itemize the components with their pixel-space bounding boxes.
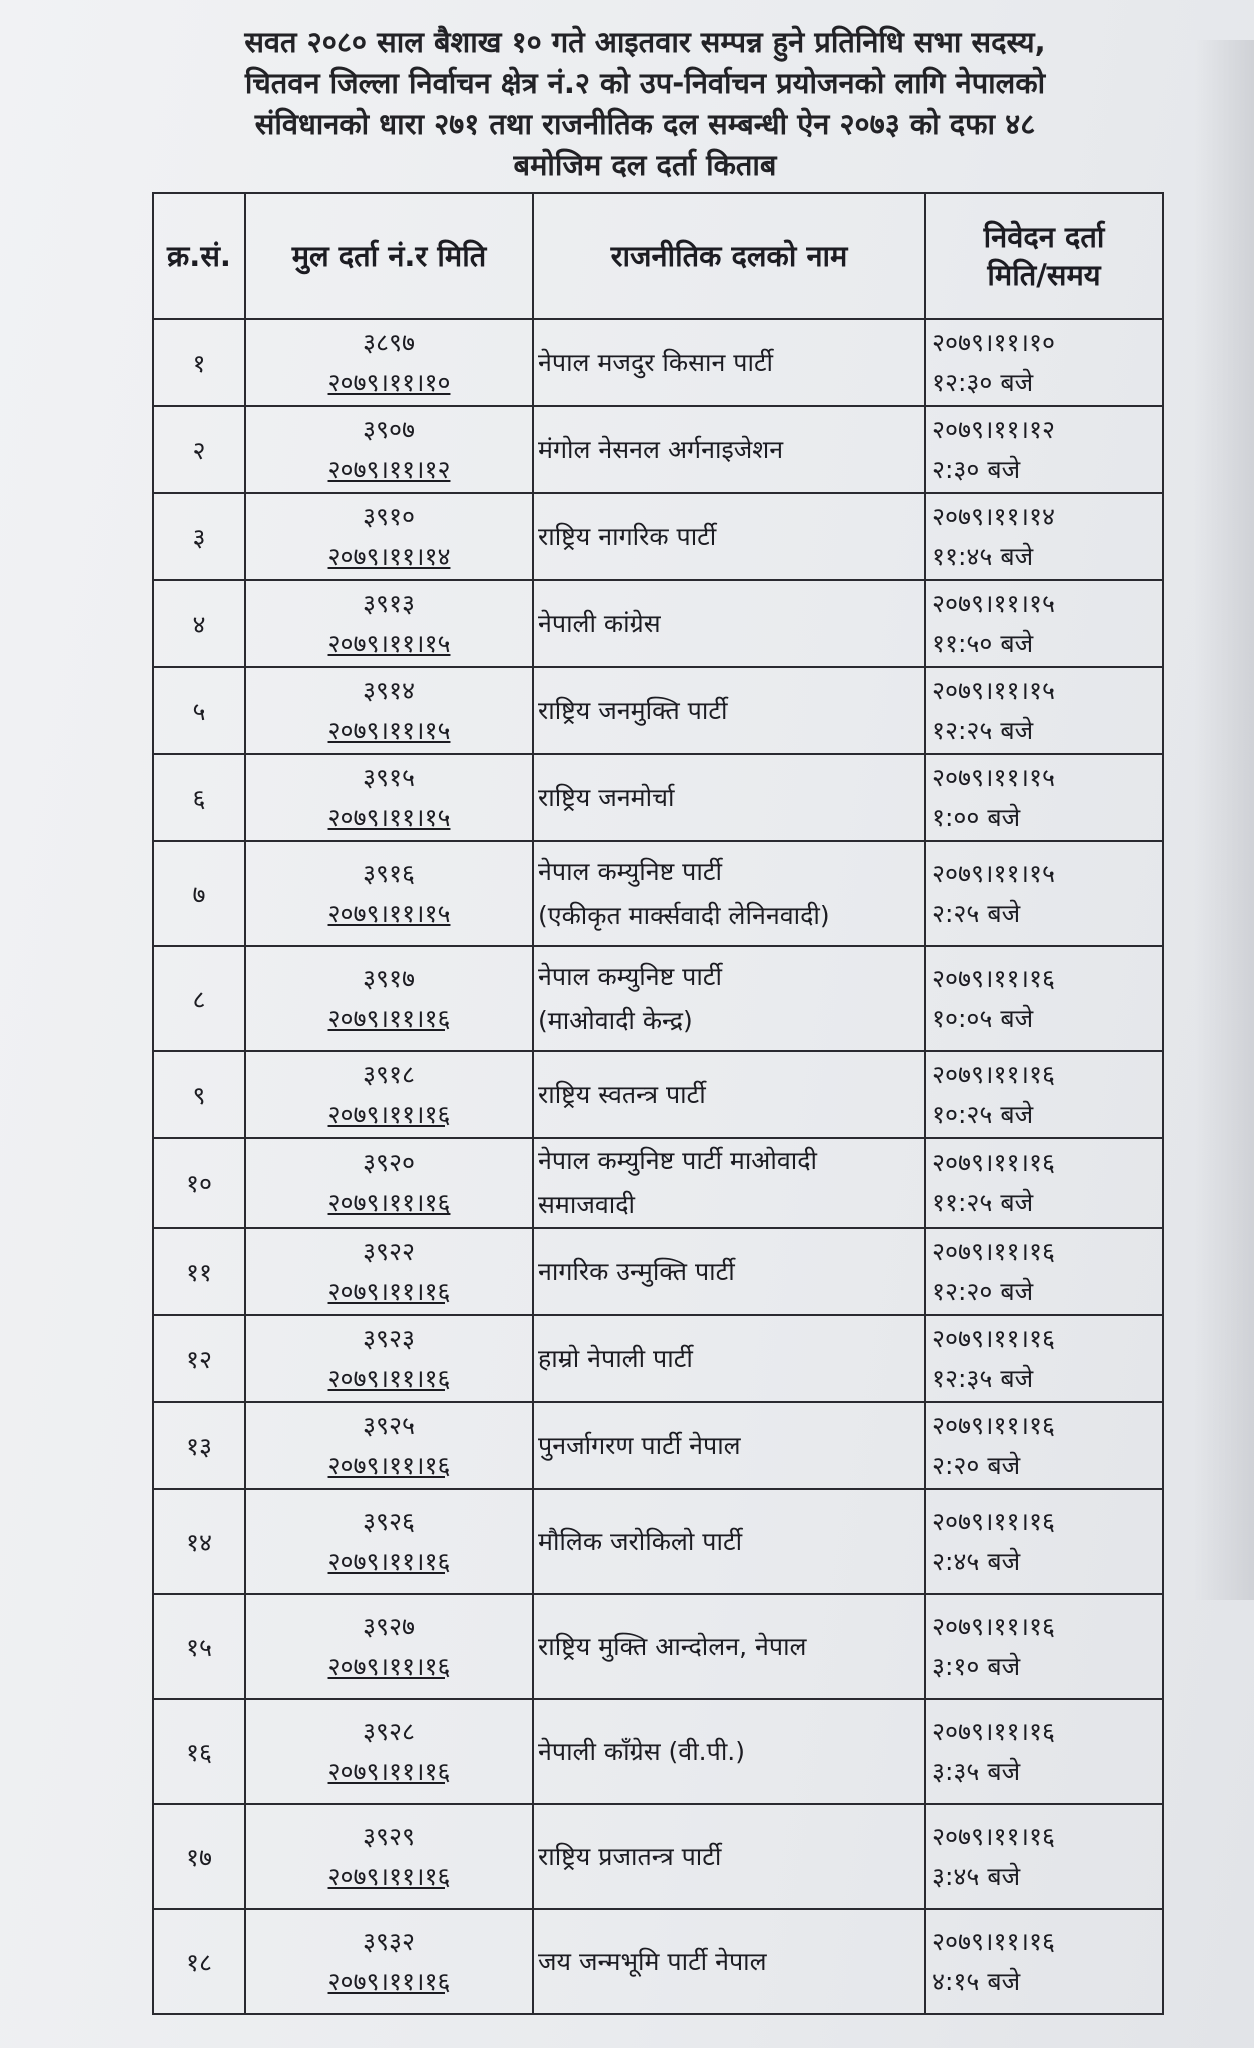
party-name-line: (एकीकृत मार्क्सवादी लेनिनवादी)	[538, 900, 830, 930]
registration-number: ३९१३	[362, 588, 415, 618]
party-name-line: राष्ट्रिय जनमुक्ति पार्टी	[538, 695, 728, 725]
application-date: २०७९।११।१०	[932, 327, 1055, 357]
registration-date: २०७९।११।१६	[327, 1756, 451, 1786]
table-row	[153, 1138, 1163, 1228]
application-cell	[925, 754, 1163, 841]
party-name-cell	[533, 754, 925, 841]
registration-number: ३९१६	[362, 858, 415, 888]
table-row	[153, 946, 1163, 1051]
registration-number: ३९२७	[362, 1611, 415, 1641]
registration-date: २०७९।११।१४	[327, 541, 451, 571]
registration-number: ३९१८	[362, 1059, 415, 1089]
party-name-cell	[533, 841, 925, 946]
table-row	[153, 1909, 1163, 2014]
party-name-cell	[533, 1909, 925, 2014]
application-date: २०७९।११।१६	[932, 963, 1055, 993]
registration-number: ३९२३	[362, 1323, 415, 1353]
party-name-line: नेपाल कम्युनिष्ट पार्टी माओवादी	[538, 1146, 817, 1175]
serial-number-cell: १५	[153, 1594, 245, 1699]
header-application-line: मिति/समय	[987, 258, 1101, 292]
application-cell	[925, 1594, 1163, 1699]
table-row	[153, 841, 1163, 946]
application-date: २०७९।११।१६	[932, 1059, 1055, 1089]
application-time: १२:३० बजे	[932, 367, 1034, 397]
table-row	[153, 1402, 1163, 1489]
serial-number-cell: १६	[153, 1699, 245, 1804]
serial-number-cell: ९	[153, 1051, 245, 1138]
registration-date: २०७९।११।१२	[327, 454, 451, 484]
party-name-cell	[533, 1402, 925, 1489]
application-date: २०७९।११।१६	[932, 1611, 1055, 1641]
application-time: २:४५ बजे	[932, 1546, 1021, 1576]
registration-cell	[245, 1138, 533, 1228]
table-row	[153, 493, 1163, 580]
application-time: १२:२५ बजे	[932, 715, 1034, 745]
application-cell	[925, 1489, 1163, 1594]
application-date: २०७९।११।१६	[932, 1148, 1055, 1177]
application-time: २:२५ बजे	[932, 898, 1021, 928]
application-date: २०७९।११।१६	[932, 1323, 1055, 1353]
serial-number-cell: २	[153, 406, 245, 493]
serial-number-cell: ७	[153, 841, 245, 946]
table-row	[153, 1489, 1163, 1594]
party-name-cell	[533, 946, 925, 1051]
registration-number: ३९२५	[362, 1410, 415, 1440]
header-application-line: निवेदन दर्ता	[983, 220, 1105, 254]
registration-number: ३९१७	[362, 963, 415, 993]
registration-cell	[245, 754, 533, 841]
application-cell	[925, 946, 1163, 1051]
registration-date: २०७९।११।१६	[327, 1003, 451, 1033]
table-row	[153, 580, 1163, 667]
party-name-cell	[533, 1699, 925, 1804]
serial-number-cell: ५	[153, 667, 245, 754]
application-time: ११:४५ बजे	[932, 541, 1034, 571]
application-time: ३:१० बजे	[932, 1651, 1021, 1681]
registration-cell	[245, 1402, 533, 1489]
registration-date: २०७९।११।१६	[327, 1188, 451, 1217]
serial-number-cell: १८	[153, 1909, 245, 2014]
party-name-cell	[533, 406, 925, 493]
registration-cell	[245, 1699, 533, 1804]
table-row	[153, 406, 1163, 493]
registration-number: ३९२०	[362, 1148, 415, 1177]
application-cell	[925, 1804, 1163, 1909]
registration-date: २०७९।११।१६	[327, 1450, 451, 1480]
party-name-line: राष्ट्रिय स्वतन्त्र पार्टी	[538, 1079, 706, 1109]
application-time: १:०० बजे	[932, 802, 1021, 832]
registration-cell	[245, 1315, 533, 1402]
application-time: ११:२५ बजे	[932, 1188, 1034, 1217]
heading-line: चितवन जिल्ला निर्वाचन क्षेत्र नं.२ को उप-निर्वाचन प्रयोजनको लागि नेपालको	[244, 66, 1046, 100]
serial-number-cell: १३	[153, 1402, 245, 1489]
registration-date: २०७९।११।१५	[327, 898, 451, 928]
party-registration-table	[152, 192, 1164, 2015]
table-row	[153, 1699, 1163, 1804]
party-name-line: जय जन्मभूमि पार्टी नेपाल	[538, 1946, 767, 1976]
application-date: २०७९।११।१५	[932, 588, 1055, 618]
registration-cell	[245, 1051, 533, 1138]
application-cell	[925, 1402, 1163, 1489]
party-name-cell	[533, 319, 925, 406]
heading-line: संविधानको धारा २७१ तथा राजनीतिक दल सम्बन्धी ऐन २०७३ को दफा ४८	[254, 107, 1036, 141]
serial-number-cell: १४	[153, 1489, 245, 1594]
registration-date: २०७९।११।१६	[327, 1099, 451, 1129]
registration-cell	[245, 667, 533, 754]
party-name-line: नेपाली काँग्रेस (वी.पी.)	[538, 1736, 745, 1766]
application-cell	[925, 319, 1163, 406]
registration-date: २०७९।११।१६	[327, 1546, 451, 1576]
application-time: १०:२५ बजे	[932, 1099, 1034, 1129]
table-row	[153, 319, 1163, 406]
header-serial-number: क्र.सं.	[153, 193, 245, 319]
registration-cell	[245, 946, 533, 1051]
table-row	[153, 667, 1163, 754]
application-date: २०७९।११।१५	[932, 675, 1055, 705]
application-date: २०७९।११।१६	[932, 1236, 1055, 1266]
serial-number-cell: १०	[153, 1138, 245, 1228]
registration-cell	[245, 493, 533, 580]
party-name-cell	[533, 1804, 925, 1909]
party-name-cell	[533, 1138, 925, 1228]
registration-cell	[245, 841, 533, 946]
application-cell	[925, 1909, 1163, 2014]
application-time: ३:४५ बजे	[932, 1861, 1021, 1891]
party-name-line: पुनर्जागरण पार्टी नेपाल	[538, 1430, 741, 1460]
registration-number: ३८९७	[362, 327, 415, 357]
party-name-line: नेपाल मजदुर किसान पार्टी	[538, 347, 774, 377]
party-name-line: राष्ट्रिय मुक्ति आन्दोलन, नेपाल	[538, 1631, 807, 1661]
registration-date: २०७९।११।१५	[327, 802, 451, 832]
heading-line: बमोजिम दल दर्ता किताब	[513, 148, 777, 182]
application-cell	[925, 667, 1163, 754]
application-cell	[925, 1699, 1163, 1804]
serial-number-cell: १२	[153, 1315, 245, 1402]
party-name-line: नेपाल कम्युनिष्ट पार्टी	[538, 961, 722, 991]
table-body	[153, 319, 1163, 2014]
registration-number: ३९२२	[362, 1236, 415, 1266]
application-date: २०७९।११।१२	[932, 414, 1055, 444]
header-application-date-time	[925, 193, 1163, 319]
application-date: २०७९।११।१५	[932, 762, 1055, 792]
application-cell	[925, 1228, 1163, 1315]
application-cell	[925, 1138, 1163, 1228]
registration-number: ३९२८	[362, 1716, 415, 1746]
application-cell	[925, 580, 1163, 667]
application-cell	[925, 841, 1163, 946]
party-name-line: राष्ट्रिय प्रजातन्त्र पार्टी	[538, 1841, 722, 1871]
serial-number-cell: ६	[153, 754, 245, 841]
party-name-line: (माओवादी केन्द्र)	[538, 1005, 693, 1035]
header-registration-number-date: मुल दर्ता नं.र मिति	[245, 193, 533, 319]
party-name-line: नागरिक उन्मुक्ति पार्टी	[538, 1256, 735, 1286]
application-time: १०:०५ बजे	[932, 1003, 1034, 1033]
application-time: ४:१५ बजे	[932, 1966, 1021, 1996]
registration-number: ३९२९	[362, 1821, 415, 1851]
registration-cell	[245, 319, 533, 406]
table-row	[153, 1594, 1163, 1699]
page-shadow-edge	[1194, 40, 1254, 1600]
application-date: २०७९।११।१६	[932, 1926, 1055, 1956]
registration-number: ३९२६	[362, 1506, 415, 1536]
registration-cell	[245, 1594, 533, 1699]
application-date: २०७९।११।१६	[932, 1821, 1055, 1851]
header-party-name: राजनीतिक दलको नाम	[533, 193, 925, 319]
document-heading	[150, 22, 1140, 186]
registration-cell	[245, 1804, 533, 1909]
party-name-cell	[533, 493, 925, 580]
registration-date: २०७९।११।१५	[327, 715, 451, 745]
serial-number-cell: १७	[153, 1804, 245, 1909]
registration-date: २०७९।११।१५	[327, 628, 451, 658]
registration-number: ३९१०	[362, 501, 415, 531]
party-name-cell	[533, 1228, 925, 1315]
serial-number-cell: ३	[153, 493, 245, 580]
registration-date: २०७९।११।१०	[327, 367, 451, 397]
party-name-cell	[533, 1594, 925, 1699]
application-time: ३:३५ बजे	[932, 1756, 1021, 1786]
serial-number-cell: ११	[153, 1228, 245, 1315]
table-row	[153, 1051, 1163, 1138]
registration-number: ३९१५	[362, 762, 415, 792]
registration-number: ३९३२	[362, 1926, 415, 1956]
registration-date: २०७९।११।१६	[327, 1861, 451, 1891]
application-cell	[925, 1051, 1163, 1138]
application-date: २०७९।११।१६	[932, 1410, 1055, 1440]
application-date: २०७९।११।१६	[932, 1506, 1055, 1536]
registration-cell	[245, 1228, 533, 1315]
party-name-line: नेपाल कम्युनिष्ट पार्टी	[538, 856, 722, 886]
application-time: १२:३५ बजे	[932, 1363, 1034, 1393]
application-time: ११:५० बजे	[932, 628, 1034, 658]
application-cell	[925, 406, 1163, 493]
serial-number-cell: ८	[153, 946, 245, 1051]
registration-cell	[245, 580, 533, 667]
party-name-line: हाम्रो नेपाली पार्टी	[538, 1343, 693, 1373]
registration-cell	[245, 1909, 533, 2014]
heading-line: सवत २०८० साल बैशाख १० गते आइतवार सम्पन्न हुने प्रतिनिधि सभा सदस्य,	[244, 25, 1046, 59]
registration-date: २०७९।११।१६	[327, 1363, 451, 1393]
registration-number: ३९१४	[362, 675, 415, 705]
party-name-cell	[533, 1315, 925, 1402]
party-name-line: मंगोल नेसनल अर्गनाइजेशन	[538, 434, 784, 464]
application-time: १२:२० बजे	[932, 1276, 1034, 1306]
registration-date: २०७९।११।१६	[327, 1651, 451, 1681]
application-cell	[925, 1315, 1163, 1402]
application-date: २०७९।११।१४	[932, 501, 1055, 531]
party-name-line: नेपाली कांग्रेस	[538, 608, 661, 638]
table-row	[153, 1228, 1163, 1315]
serial-number-cell: १	[153, 319, 245, 406]
party-name-cell	[533, 667, 925, 754]
registration-cell	[245, 406, 533, 493]
registration-date: २०७९।११।१६	[327, 1276, 451, 1306]
application-date: २०७९।११।१५	[932, 858, 1055, 888]
table-row	[153, 754, 1163, 841]
party-name-line: मौलिक जरोकिलो पार्टी	[538, 1526, 743, 1556]
party-name-line: राष्ट्रिय जनमोर्चा	[538, 782, 675, 812]
registration-number: ३९०७	[362, 414, 415, 444]
registration-cell	[245, 1489, 533, 1594]
serial-number-cell: ४	[153, 580, 245, 667]
table-header-row	[153, 193, 1163, 319]
application-time: २:२० बजे	[932, 1450, 1021, 1480]
party-name-line: समाजवादी	[538, 1190, 636, 1219]
table-row	[153, 1804, 1163, 1909]
party-name-cell	[533, 580, 925, 667]
application-time: २:३० बजे	[932, 454, 1021, 484]
application-cell	[925, 493, 1163, 580]
table-row	[153, 1315, 1163, 1402]
party-name-cell	[533, 1489, 925, 1594]
party-name-line: राष्ट्रिय नागरिक पार्टी	[538, 521, 717, 551]
registration-date: २०७९।११।१६	[327, 1966, 451, 1996]
party-name-cell	[533, 1051, 925, 1138]
application-date: २०७९।११।१६	[932, 1716, 1055, 1746]
